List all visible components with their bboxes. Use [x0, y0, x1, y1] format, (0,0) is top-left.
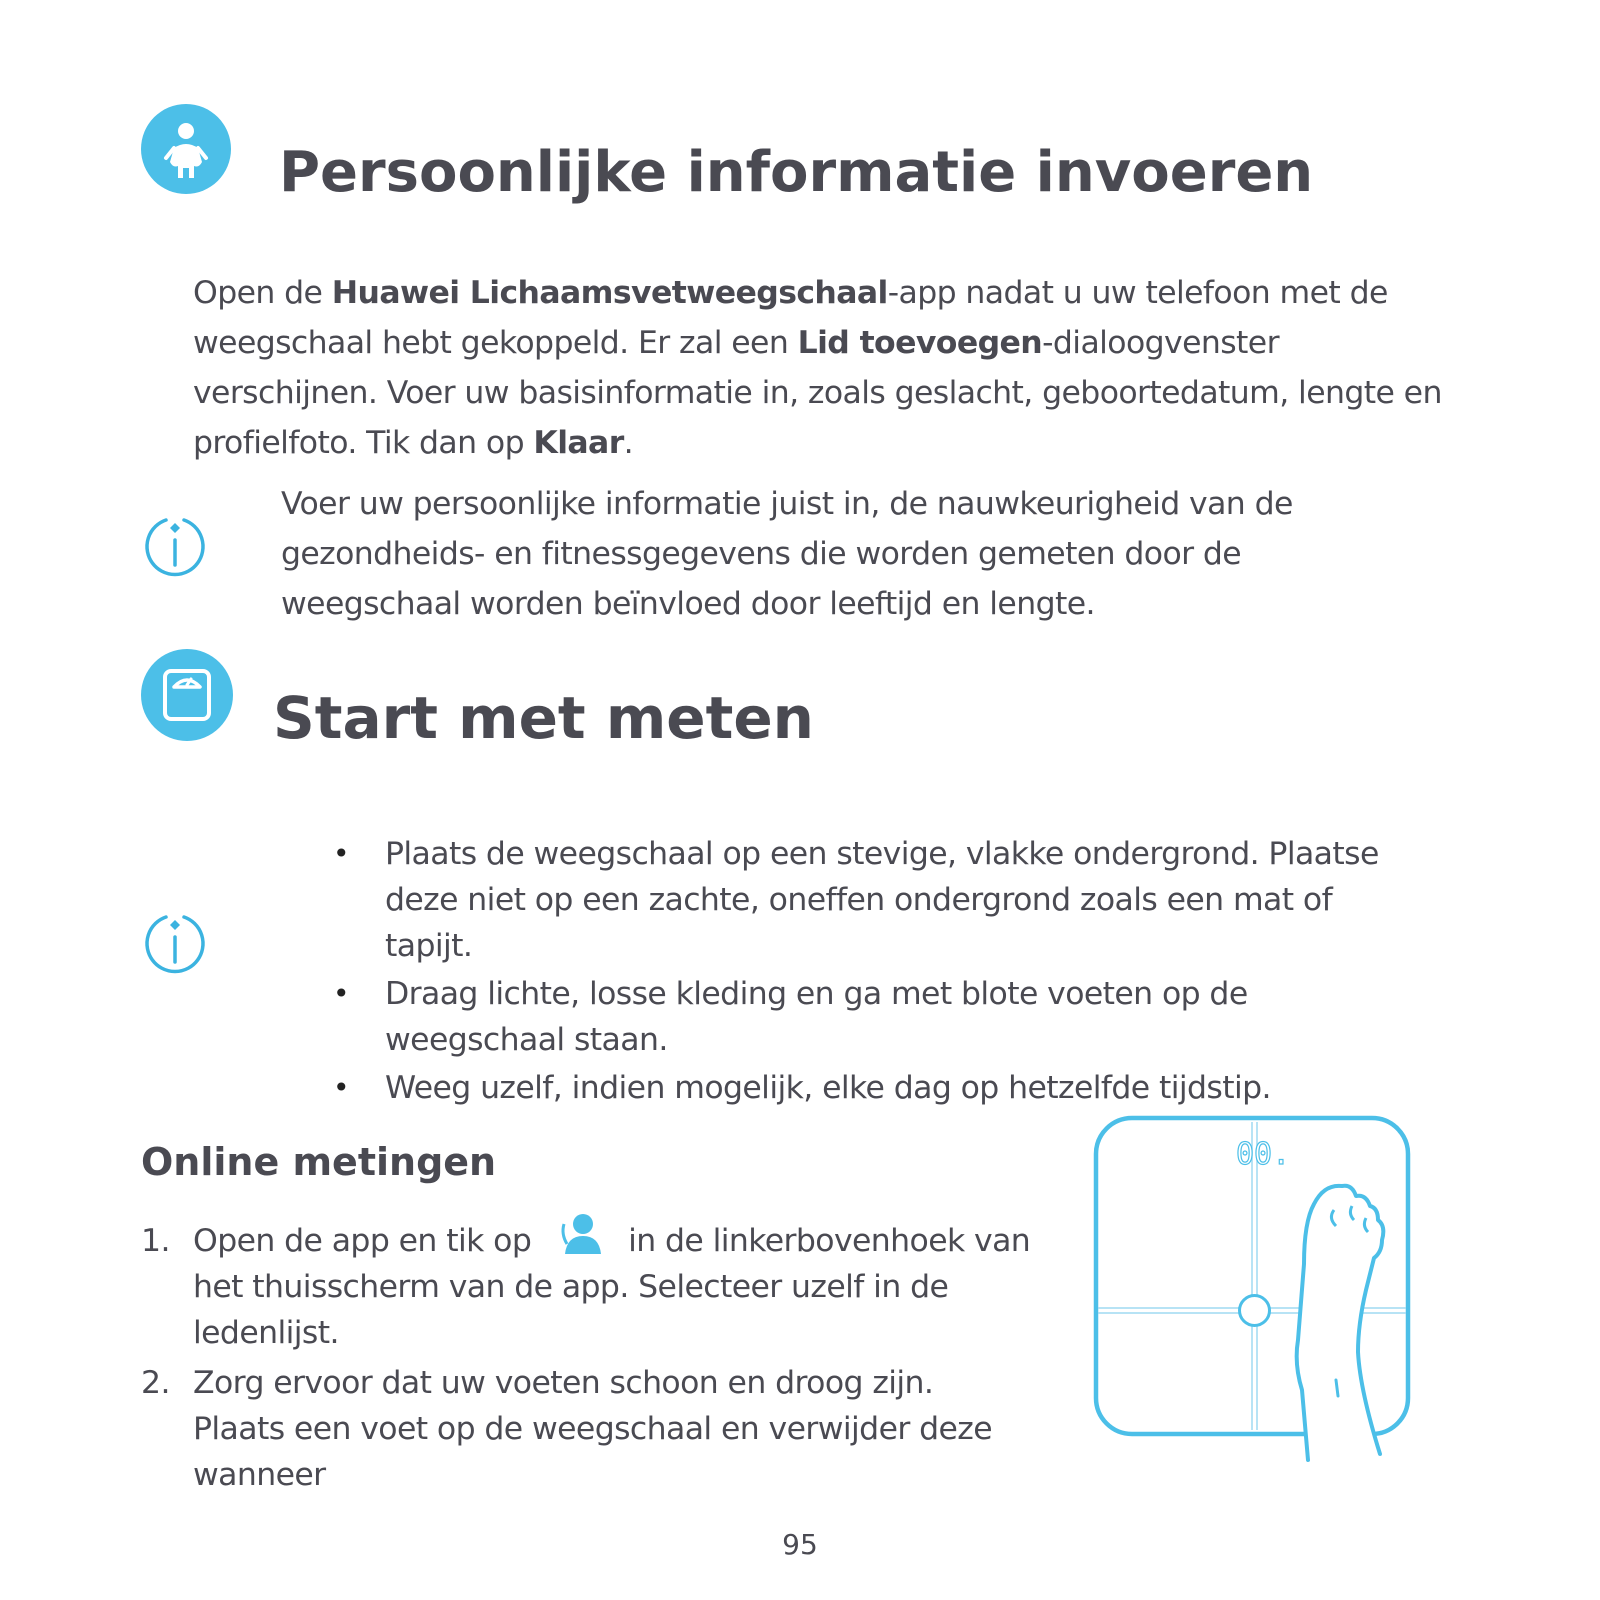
user-icon	[557, 1210, 609, 1256]
scale-display: 00.	[1236, 1137, 1291, 1172]
done-label: Klaar	[533, 425, 624, 461]
measurement-tips-list	[333, 831, 1423, 1113]
add-member-label: Lid toevoegen	[797, 325, 1043, 361]
list-item: 1. Open de app en tik op in de linkerbovenhoek van het thuisscherm van de app. Selecteer uzelf in de ledenlijst.	[141, 1218, 1031, 1356]
list-item: • Weeg uzelf, indien mogelijk, elke dag op hetzelfde tijdstip.	[333, 1070, 1271, 1106]
section-title-start-measuring: Start met meten	[273, 684, 814, 752]
page-number: 95	[782, 1528, 818, 1561]
info-icon	[142, 912, 208, 978]
info-icon	[142, 515, 208, 581]
intro-paragraph: Open de Huawei Lichaamsvetweegschaal-app nadat u uw telefoon met de weegschaal hebt gekoppeld. Er zal een Lid toevoegen-dialoogvenster verschijnen. Voer uw basisinformatie in, zoals geslacht, geboortedatum, lengte en profielfoto. Tik dan op Klaar.	[193, 275, 1442, 461]
list-item: • Draag lichte, losse kleding en ga met blote voeten op de weegschaal staan.	[333, 976, 1248, 1058]
scale-with-foot-illustration	[1090, 1114, 1420, 1474]
scale-icon	[141, 649, 233, 741]
personal-info-note: Voer uw persoonlijke informatie juist in, de nauwkeurigheid van de gezondheids- en fitnessgegevens die worden gemeten door de weegschaal worden beïnvloed door leeftijd en lengte.	[281, 486, 1293, 622]
list-item: 2. Zorg ervoor dat uw voeten schoon en droog zijn. Plaats een voet op de weegschaal en verwijder deze wanneer	[141, 1365, 992, 1493]
app-name: Huawei Lichaamsvetweegschaal	[331, 275, 888, 311]
section-title-personal-info: Persoonlijke informatie invoeren	[279, 140, 1314, 205]
person-icon	[141, 104, 231, 194]
online-steps-list	[141, 1218, 1031, 1502]
online-measurements-heading: Online metingen	[141, 1140, 497, 1184]
list-item: • Plaats de weegschaal op een stevige, vlakke ondergrond. Plaatse deze niet op een zachte, oneffen ondergrond zoals een mat of tapijt.	[333, 836, 1379, 964]
